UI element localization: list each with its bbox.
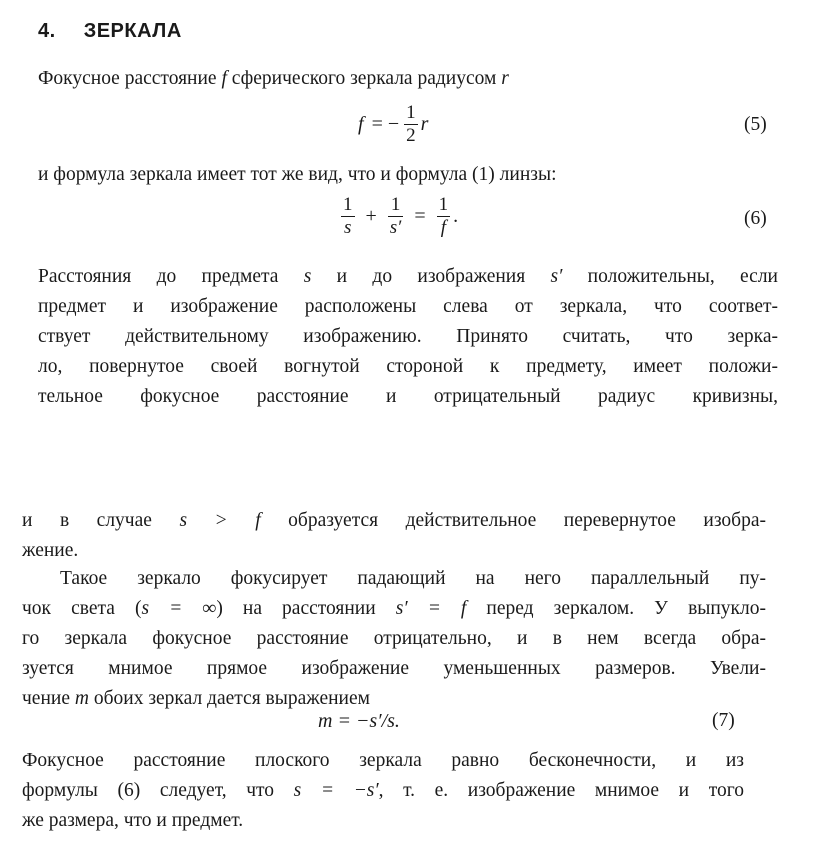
intro-line [38,64,778,94]
equation-6 [0,192,816,252]
paragraph-3-line-1: Такое зеркало фокусирует падающий на него параллельный пу- [60,568,766,589]
text: формулы (6) следует, что [22,780,294,801]
equation-number-7: (7) [712,710,735,731]
text: и в случае [22,510,180,531]
text: чение [22,688,75,709]
paragraph-2-line-1 [22,506,766,536]
denominator: s′ [389,217,402,239]
section-number: 4. [38,20,56,42]
paragraph-3 [22,564,766,714]
math-f: f [358,113,364,136]
fraction-1-s [341,194,355,239]
paragraph-1-line-1 [38,262,778,292]
math-r: r [420,113,429,136]
equation-5-formula [358,102,428,147]
text: и до изображения [311,266,551,287]
intro-paragraph [38,64,778,94]
text: положительны, если [562,266,778,287]
paragraph-2-line-2: жение. [22,540,79,561]
paragraph-4 [22,746,744,836]
plus-sign: + [365,205,377,228]
text: образуется действительное перевернутое изобра- [260,510,767,531]
equation-number-6: (6) [744,208,767,229]
math-s-prime: s′ [550,266,563,287]
math-s: s [303,266,312,287]
denominator: f [440,217,447,239]
math-f: f [221,68,227,89]
math-s-gt-f: s > f [179,510,261,531]
paragraph-3-line-3: го зеркала фокусное расстояние отрицательно, и в нем всегда обра- [22,628,766,649]
text: Фокусное расстояние [38,68,222,89]
math-s-infinity: s = ∞ [141,598,217,619]
paragraph-4-line-1: Фокусное расстояние плоского зеркала равно бесконечности, и из [22,750,744,771]
numerator: 1 [343,194,353,215]
text: чок света ( [22,598,142,619]
numerator: 1 [406,102,416,123]
mid-line: и формула зеркала имеет тот же вид, что и формула (1) линзы: [38,164,557,185]
math-r: r [501,68,509,89]
paragraph-1-line-5: тельное фокусное расстояние и отрицательный радиус кривизны, [38,386,778,407]
text: ) на расстоянии [216,598,396,619]
paragraph-1-line-4: ло, повернутое своей вогнутой стороной к предмету, имеет положи- [38,356,778,377]
text: обоих зеркал дается выражением [88,688,370,709]
paragraph-1-line-2: предмет и изображение расположены слева от зеркала, что соответ- [38,296,778,317]
math-s-eq-minus-sprime: s = −s′ [293,780,379,801]
denominator: 2 [406,125,416,147]
paragraph-2 [22,506,766,566]
mid-paragraph [38,160,778,190]
numerator: 1 [438,194,449,215]
equation-7-formula: m = −s′/s. [318,710,400,732]
text: Расстояния до предмета [38,266,304,287]
text: , т. е. изображение мнимое и того [378,780,744,801]
numerator: 1 [390,194,401,215]
equation-5 [0,98,816,158]
equation-number-5: (5) [744,114,767,135]
paragraph-1 [38,262,778,412]
text: перед зеркалом. У выпукло- [466,598,767,619]
text: сферического зеркала радиусом [226,68,502,89]
equals-minus: = − [371,113,400,136]
fraction-half [404,102,418,147]
period: . [453,205,459,228]
equation-6-formula [338,194,458,239]
paragraph-4-line-3: же размера, что и предмет. [22,810,244,831]
denominator: s [344,217,352,239]
fraction-1-f [437,194,451,239]
paragraph-1-line-3: ствует действительному изображению. Принято считать, что зерка- [38,326,778,347]
equals-sign: = [414,205,426,228]
math-sprime-f: s′ = f [395,598,467,619]
paragraph-3-line-4: зуется мнимое прямое изображение уменьшенных размеров. Увели- [22,658,766,679]
paragraph-4-line-2 [22,776,744,806]
paragraph-3-line-2 [22,594,766,624]
fraction-1-sprime [388,194,404,239]
math-m: m [74,688,89,709]
section-title: ЗЕРКАЛА [83,20,182,42]
section-heading [38,20,182,43]
